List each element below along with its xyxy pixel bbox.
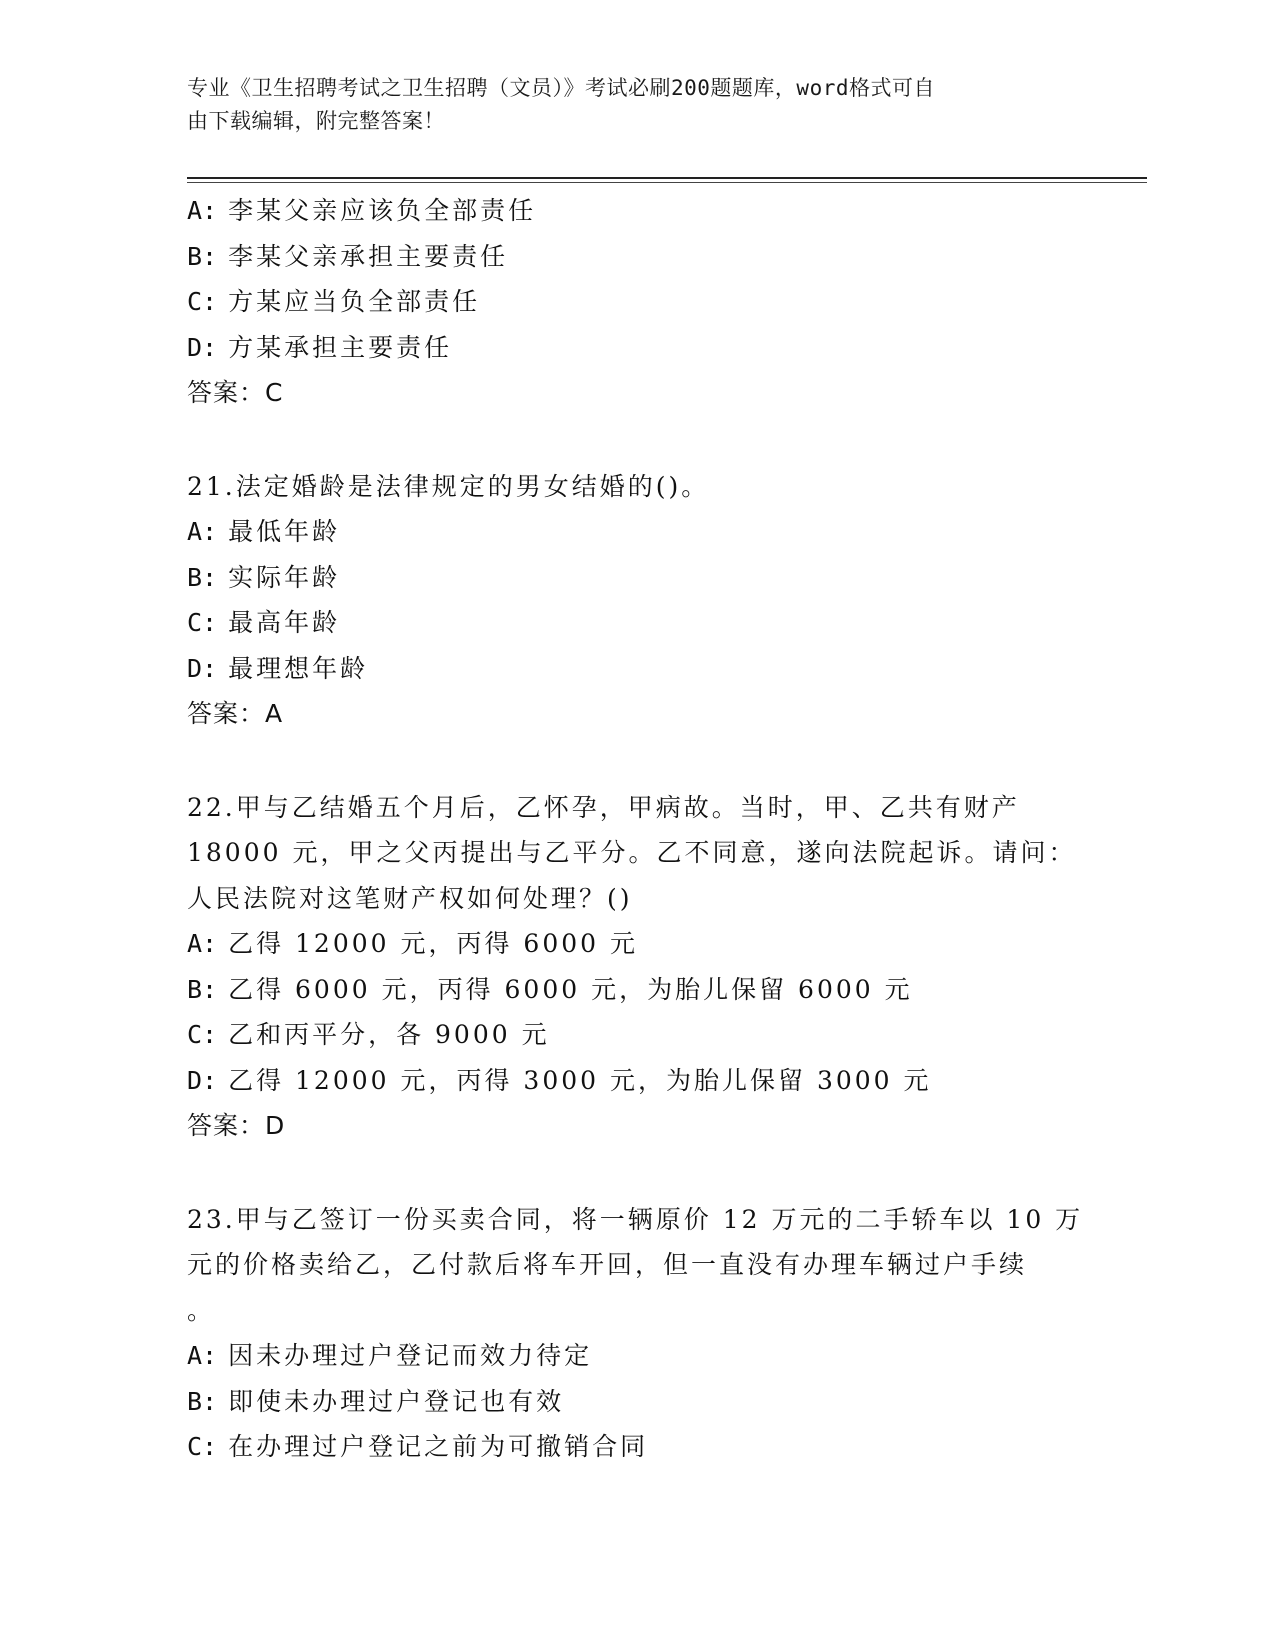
option-a: A: 乙得 12000 元，丙得 6000 元 (187, 929, 639, 958)
answer-label: 答案：A (187, 699, 284, 728)
spacer (187, 737, 1147, 785)
question-23 (187, 1197, 1147, 1470)
option-c: C: 方某应当负全部责任 (187, 287, 481, 316)
question-stem-line-1: 23.甲与乙签订一份买卖合同，将一辆原价 12 万元的二手轿车以 10 万 (187, 1204, 1084, 1234)
option-d: D: 方某承担主要责任 (187, 332, 453, 362)
option-d: D: 最理想年龄 (187, 653, 369, 683)
option-c: C: 乙和丙平分，各 9000 元 (187, 1020, 550, 1049)
spacer (187, 1149, 1147, 1197)
header-divider-thin (187, 182, 1147, 183)
header-divider-thick (187, 177, 1147, 179)
question-20 (187, 188, 1147, 416)
question-stem-line-3: 。 (187, 1295, 216, 1325)
document-header (187, 72, 1087, 138)
question-stem: 21.法定婚龄是法律规定的男女结婚的()。 (187, 471, 710, 501)
spacer (187, 416, 1147, 464)
document-content (187, 188, 1147, 1470)
answer-label: 答案：C (187, 378, 284, 407)
question-22 (187, 785, 1147, 1149)
header-line-2: 由下载编辑，附完整答案！ (187, 109, 445, 133)
answer-label: 答案：D (187, 1111, 286, 1140)
question-stem-line-2: 元的价格卖给乙，乙付款后将车开回，但一直没有办理车辆过户手续 (187, 1250, 1028, 1279)
question-21 (187, 464, 1147, 737)
question-stem-line-3: 人民法院对这笔财产权如何处理？() (187, 883, 633, 913)
question-stem-line-2: 18000 元，甲之父丙提出与乙平分。乙不同意，遂向法院起诉。请问： (187, 838, 1077, 867)
option-b: B: 实际年龄 (187, 562, 341, 592)
option-b: B: 乙得 6000 元，丙得 6000 元，为胎儿保留 6000 元 (187, 974, 913, 1004)
option-a: A: 因未办理过户登记而效力待定 (187, 1341, 593, 1370)
option-c: C: 在办理过户登记之前为可撤销合同 (187, 1432, 649, 1461)
option-a: A: 李某父亲应该负全部责任 (187, 196, 537, 225)
option-b: B: 李某父亲承担主要责任 (187, 241, 509, 271)
option-d: D: 乙得 12000 元，丙得 3000 元，为胎儿保留 3000 元 (187, 1065, 932, 1095)
question-stem-line-1: 22.甲与乙结婚五个月后，乙怀孕，甲病故。当时，甲、乙共有财产 (187, 792, 1020, 822)
option-a: A: 最低年龄 (187, 517, 341, 546)
header-line-1: 专业《卫生招聘考试之卫生招聘（文员）》考试必刷200题题库，word格式可自 (187, 76, 935, 100)
option-c: C: 最高年龄 (187, 608, 341, 637)
option-b: B: 即使未办理过户登记也有效 (187, 1386, 565, 1416)
